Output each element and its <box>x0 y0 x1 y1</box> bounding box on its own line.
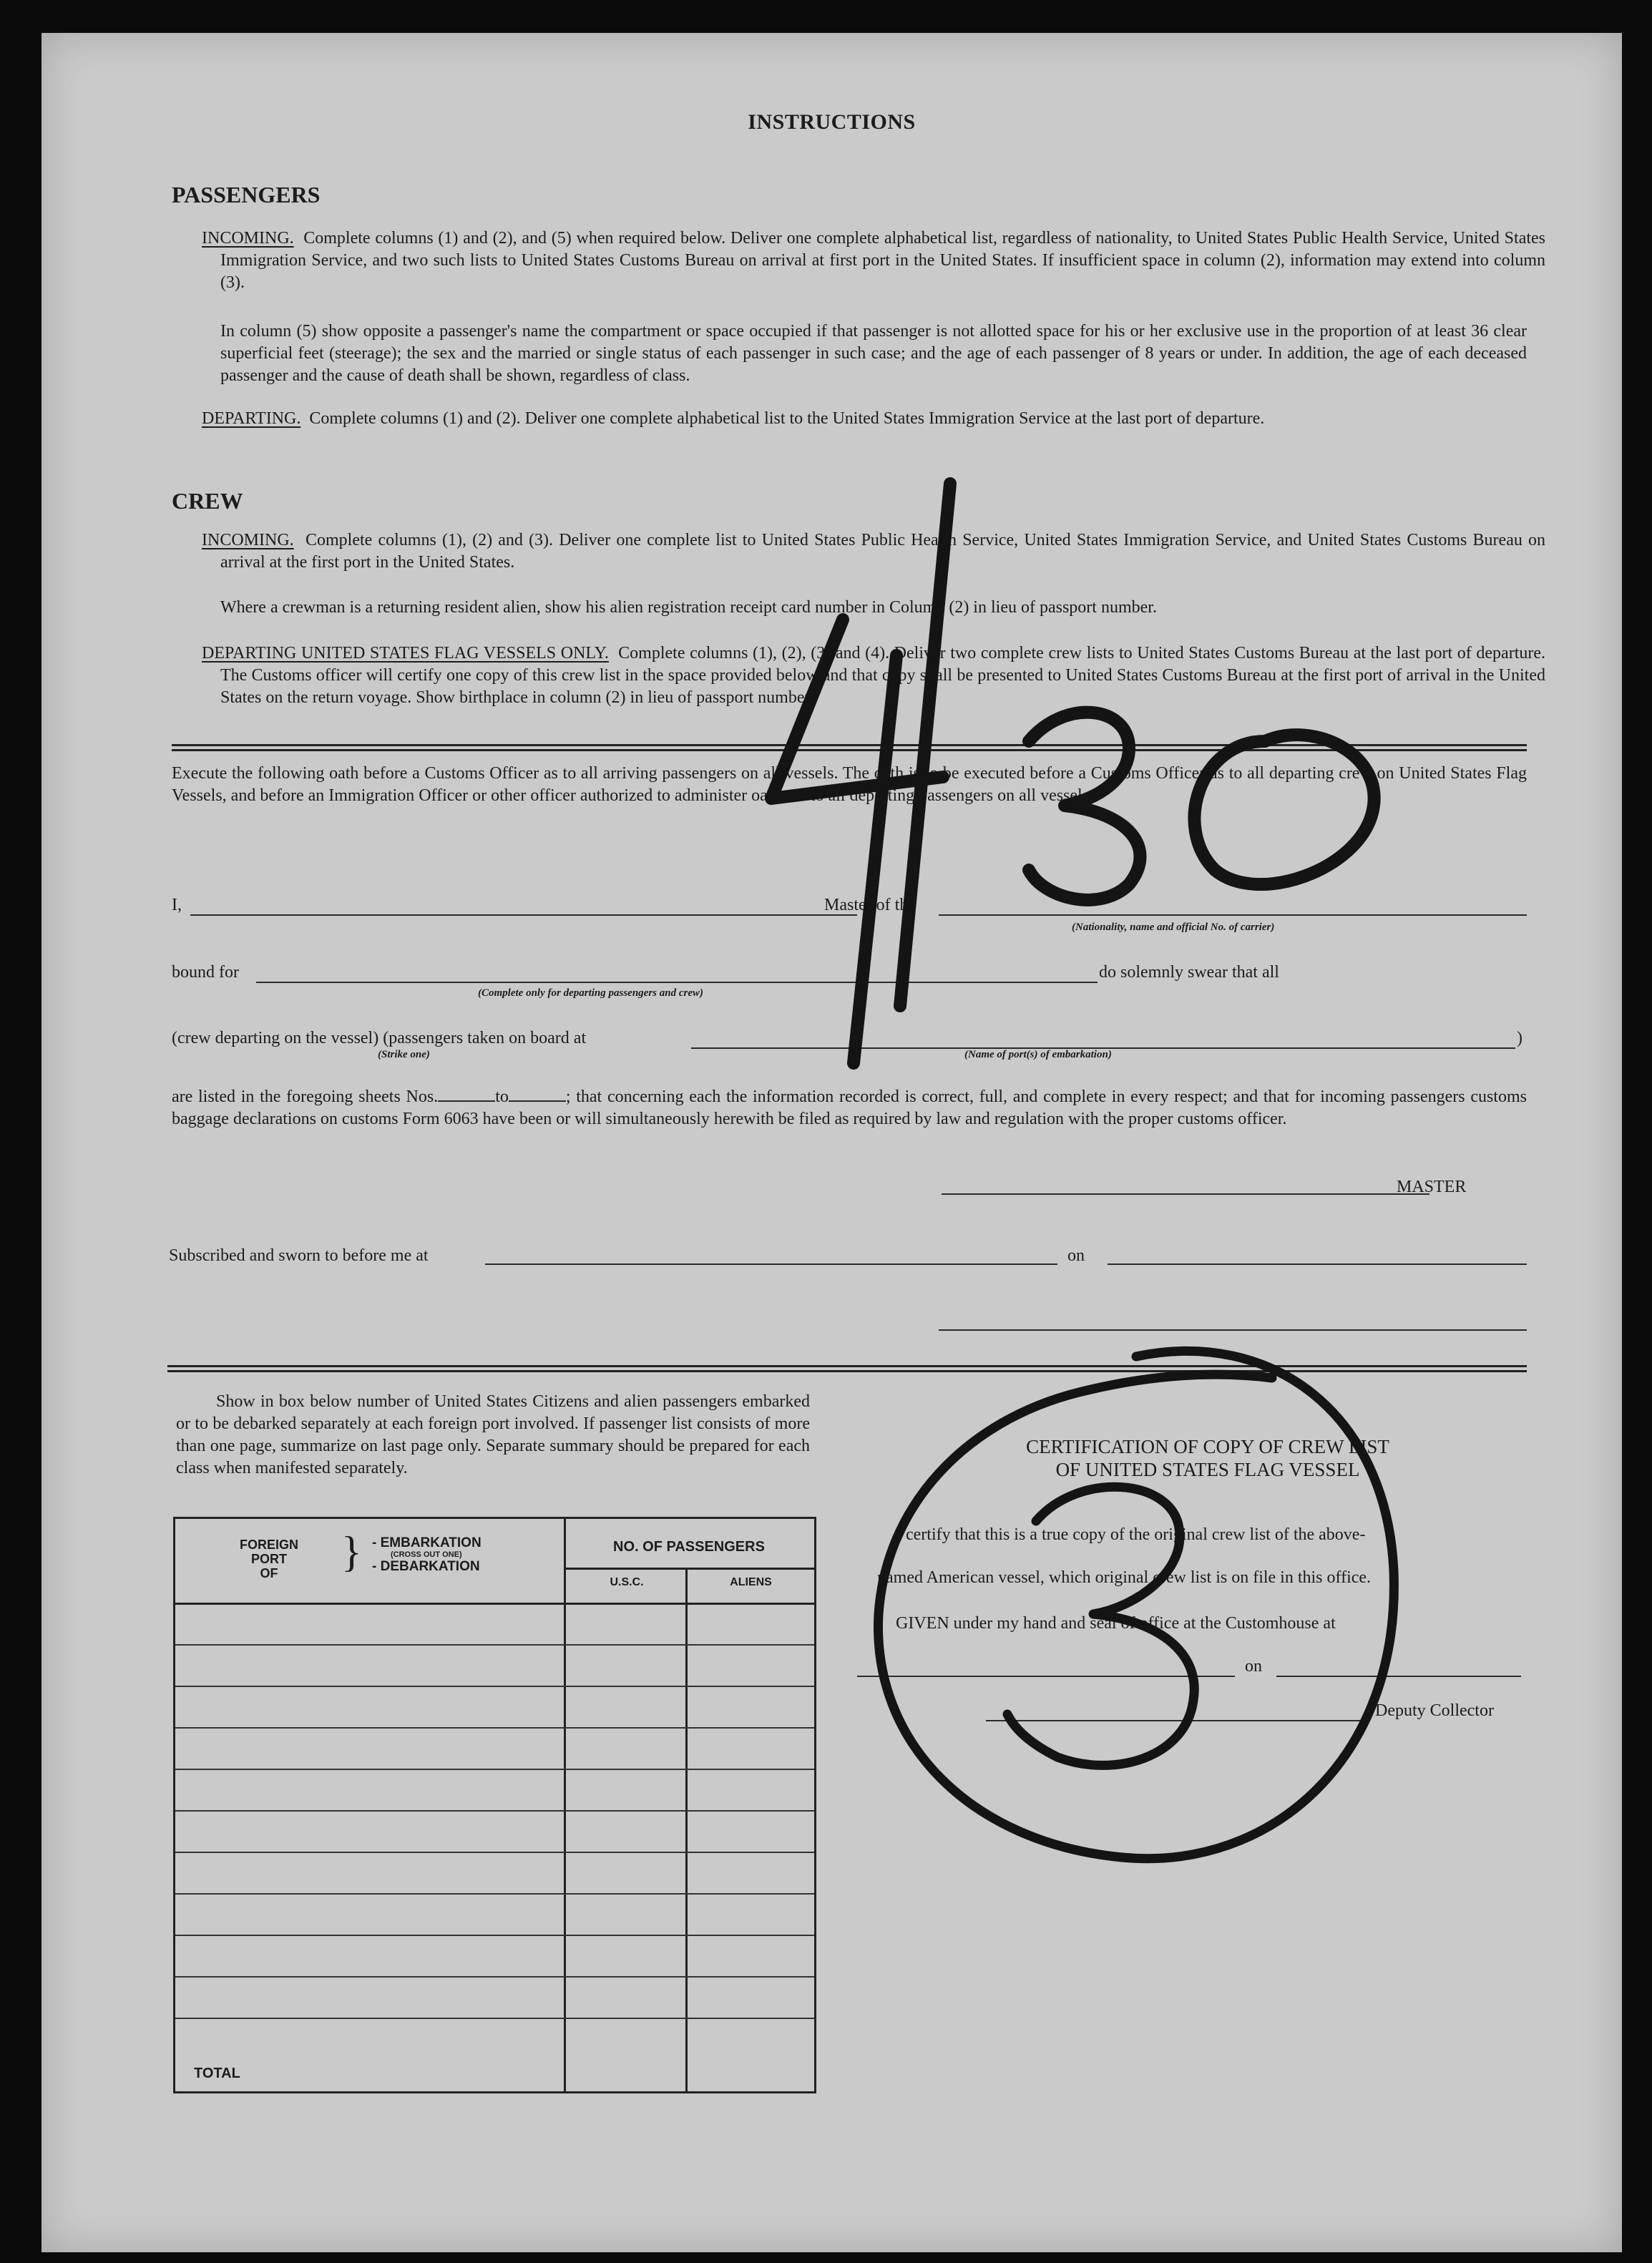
master-label: MASTER <box>1397 1178 1467 1196</box>
master-of-label: Master of the <box>824 896 916 914</box>
crew-departing-text: Complete columns (1), (2), (3) and (4). Deliver two complete crew lists to United States Customs Bureau at the last port of departure. The Customs officer will certify one copy of this crew list in the space provided below and that copy shall be presented to United States Customs Bureau at the first port of arrival in the United States on the return voyage. Show birthplace in column (2) in lieu of passport number. <box>220 644 1546 707</box>
embarkation-option[interactable]: - EMBARKATION <box>372 1535 482 1550</box>
oath-i-label: I, <box>172 896 182 914</box>
summary-row-line <box>175 2018 814 2019</box>
aliens-header: ALIENS <box>730 1576 772 1588</box>
listed-text-b: ; that concerning each the information recorded is correct, full, and complete in every respect; and that for incoming passengers customs baggage declarations on customs Form 6063 have been or will simultaneously herewith be filed as required by law and regulation with the proper customs officer. <box>172 1087 1527 1128</box>
subscribed-on-label: on <box>1067 1246 1085 1265</box>
ports-caption: (Name of port(s) of embarkation) <box>964 1049 1112 1060</box>
certify-line-2: named American vessel, which original crew list is on file in this office. <box>877 1568 1372 1587</box>
passengers-column5-paragraph: In column (5) show opposite a passenger's name the compartment or space occupied if that passenger is not allotted space for his or her exclusive use in the proportion of at least 36 clear superficial feet (steerage); the sex and the married or single status of each passenger in such case; and the age of each passenger of 8 years or under. In addition, the age of each deceased passenger and the cause of death shall be shown, regardless of class. <box>220 322 1527 385</box>
sheet-to-line[interactable] <box>509 1100 566 1102</box>
no-passengers-divider <box>566 1568 814 1570</box>
foreign-port-header-line-1: FOREIGN <box>239 1538 298 1552</box>
deputy-collector-label: , Deputy Collector <box>1367 1701 1494 1720</box>
handwritten-slash <box>900 484 950 1006</box>
carrier-caption: (Nationality, name and official No. of carrier) <box>1072 922 1275 933</box>
summary-row-line <box>175 1727 814 1729</box>
crew-departing-text: (crew departing on the vessel) (passengers taken on board at <box>172 1029 587 1047</box>
subscribed-label: Subscribed and sworn to before me at <box>169 1246 429 1265</box>
sheet-from-line[interactable] <box>438 1100 495 1102</box>
passengers-incoming-paragraph <box>202 228 1545 294</box>
crew-heading: CREW <box>172 488 243 514</box>
passenger-summary-table <box>173 1517 816 2093</box>
debarkation-option[interactable]: - DEBARKATION <box>372 1559 480 1574</box>
summary-instructions: Show in box below number of United States Citizens and alien passengers embarked or to be debarked separately at each foreign port involved. If passenger list consists of more than one page, summarize on last page only. Separate summary should be prepared for each class when manifested separately. <box>176 1392 810 1477</box>
listed-paragraph <box>172 1086 1527 1130</box>
no-passengers-header: NO. OF PASSENGERS <box>613 1539 765 1555</box>
listed-to: to <box>495 1087 509 1106</box>
summary-row-line <box>175 1686 814 1687</box>
summary-row-line <box>175 1644 814 1646</box>
summary-row-line <box>175 1976 814 1978</box>
oath-intro-paragraph: Execute the following oath before a Customs Officer as to all arriving passengers on all vessels. The oath is to be executed before a Customs Officer as to all departing crew on United States Flag Vessels, and before an Immigration Officer or other officer authorized to administer oaths as to all departing passengers on all vessels. <box>172 764 1527 805</box>
bound-for-label: bound for <box>172 963 239 982</box>
crew-incoming-text: Complete columns (1), (2) and (3). Deliver one complete list to United States Public Health Service, United States Immigration Service, and United States Customs Bureau on arrival at the first port in the United States. <box>220 531 1546 572</box>
certify-line-1: I certify that this is a true copy of the original crew list of the above- <box>896 1525 1366 1544</box>
departing-caption: (Complete only for departing passengers and crew) <box>478 987 703 999</box>
handwritten-four-stroke-2 <box>854 655 896 1063</box>
page-title: INSTRUCTIONS <box>748 110 916 134</box>
handwritten-circled-number <box>843 1314 1458 1943</box>
summary-table-header <box>175 1519 814 1605</box>
handwritten-circle <box>878 1351 1394 1858</box>
passengers-incoming-label: INCOMING. <box>202 229 294 248</box>
certification-title-line-1: CERTIFICATION OF COPY OF CREW LIST <box>1026 1436 1389 1457</box>
summary-row-line <box>175 1852 814 1853</box>
close-paren: ) <box>1517 1029 1523 1047</box>
passengers-heading: PASSENGERS <box>172 182 321 207</box>
strike-one-caption: (Strike one) <box>378 1049 430 1060</box>
crew-incoming-label: INCOMING. <box>202 531 294 549</box>
handwritten-date-mark <box>728 441 1429 1085</box>
foreign-port-header-line-2: PORT <box>250 1552 287 1566</box>
handwritten-three <box>1029 713 1140 900</box>
summary-row-line <box>175 1769 814 1770</box>
column-divider-aliens <box>685 1568 688 2091</box>
document-page <box>41 33 1622 2252</box>
passengers-departing-text: Complete columns (1) and (2). Deliver one complete alphabetical list to the United States Immigration Service at the last port of departure. <box>309 409 1265 428</box>
passengers-incoming-text: Complete columns (1) and (2), and (5) when required below. Deliver one complete alphabetical list, regardless of nationality, to United States Public Health Service, United States Immigration Service, and two such lists to United States Customs Bureau on arrival at first port in the United States. If insufficient space in column (2), information may extend into column (3). <box>220 229 1546 292</box>
summary-row-line <box>175 1893 814 1895</box>
crew-resident-paragraph: Where a crewman is a returning resident alien, show his alien registration receipt card number in Column (2) in lieu of passport number. <box>220 598 1157 617</box>
summary-row-line <box>175 1810 814 1812</box>
crew-departing-label: DEPARTING UNITED STATES FLAG VESSELS ONLY. <box>202 644 609 663</box>
total-label: TOTAL <box>194 2066 240 2081</box>
swear-text: do solemnly swear that all <box>1099 963 1279 982</box>
passengers-departing-label: DEPARTING. <box>202 409 301 428</box>
handwritten-number-three <box>1007 1487 1194 1765</box>
foreign-port-header <box>223 1538 316 1580</box>
brace-glyph: } <box>341 1528 362 1575</box>
subscribed-date-line[interactable] <box>1108 1264 1527 1265</box>
cross-out-note: (CROSS OUT ONE) <box>391 1550 462 1559</box>
given-text: GIVEN under my hand and seal of office at the Customhouse at <box>896 1614 1336 1633</box>
certification-title-line-2: OF UNITED STATES FLAG VESSEL <box>1055 1459 1360 1480</box>
listed-text-a: are listed in the foregoing sheets Nos. <box>172 1087 439 1106</box>
handwritten-zero <box>1194 735 1374 884</box>
usc-header: U.S.C. <box>610 1576 644 1588</box>
certification-on-label: on <box>1245 1657 1262 1676</box>
foreign-port-header-line-3: OF <box>260 1566 278 1580</box>
column-divider-port <box>564 1519 566 2091</box>
summary-row-line <box>175 1935 814 1936</box>
embarkation-options <box>372 1536 482 1574</box>
master-signature-line[interactable] <box>942 1193 1429 1195</box>
subscribed-place-line[interactable] <box>485 1264 1057 1265</box>
passengers-departing-paragraph <box>202 408 1545 430</box>
